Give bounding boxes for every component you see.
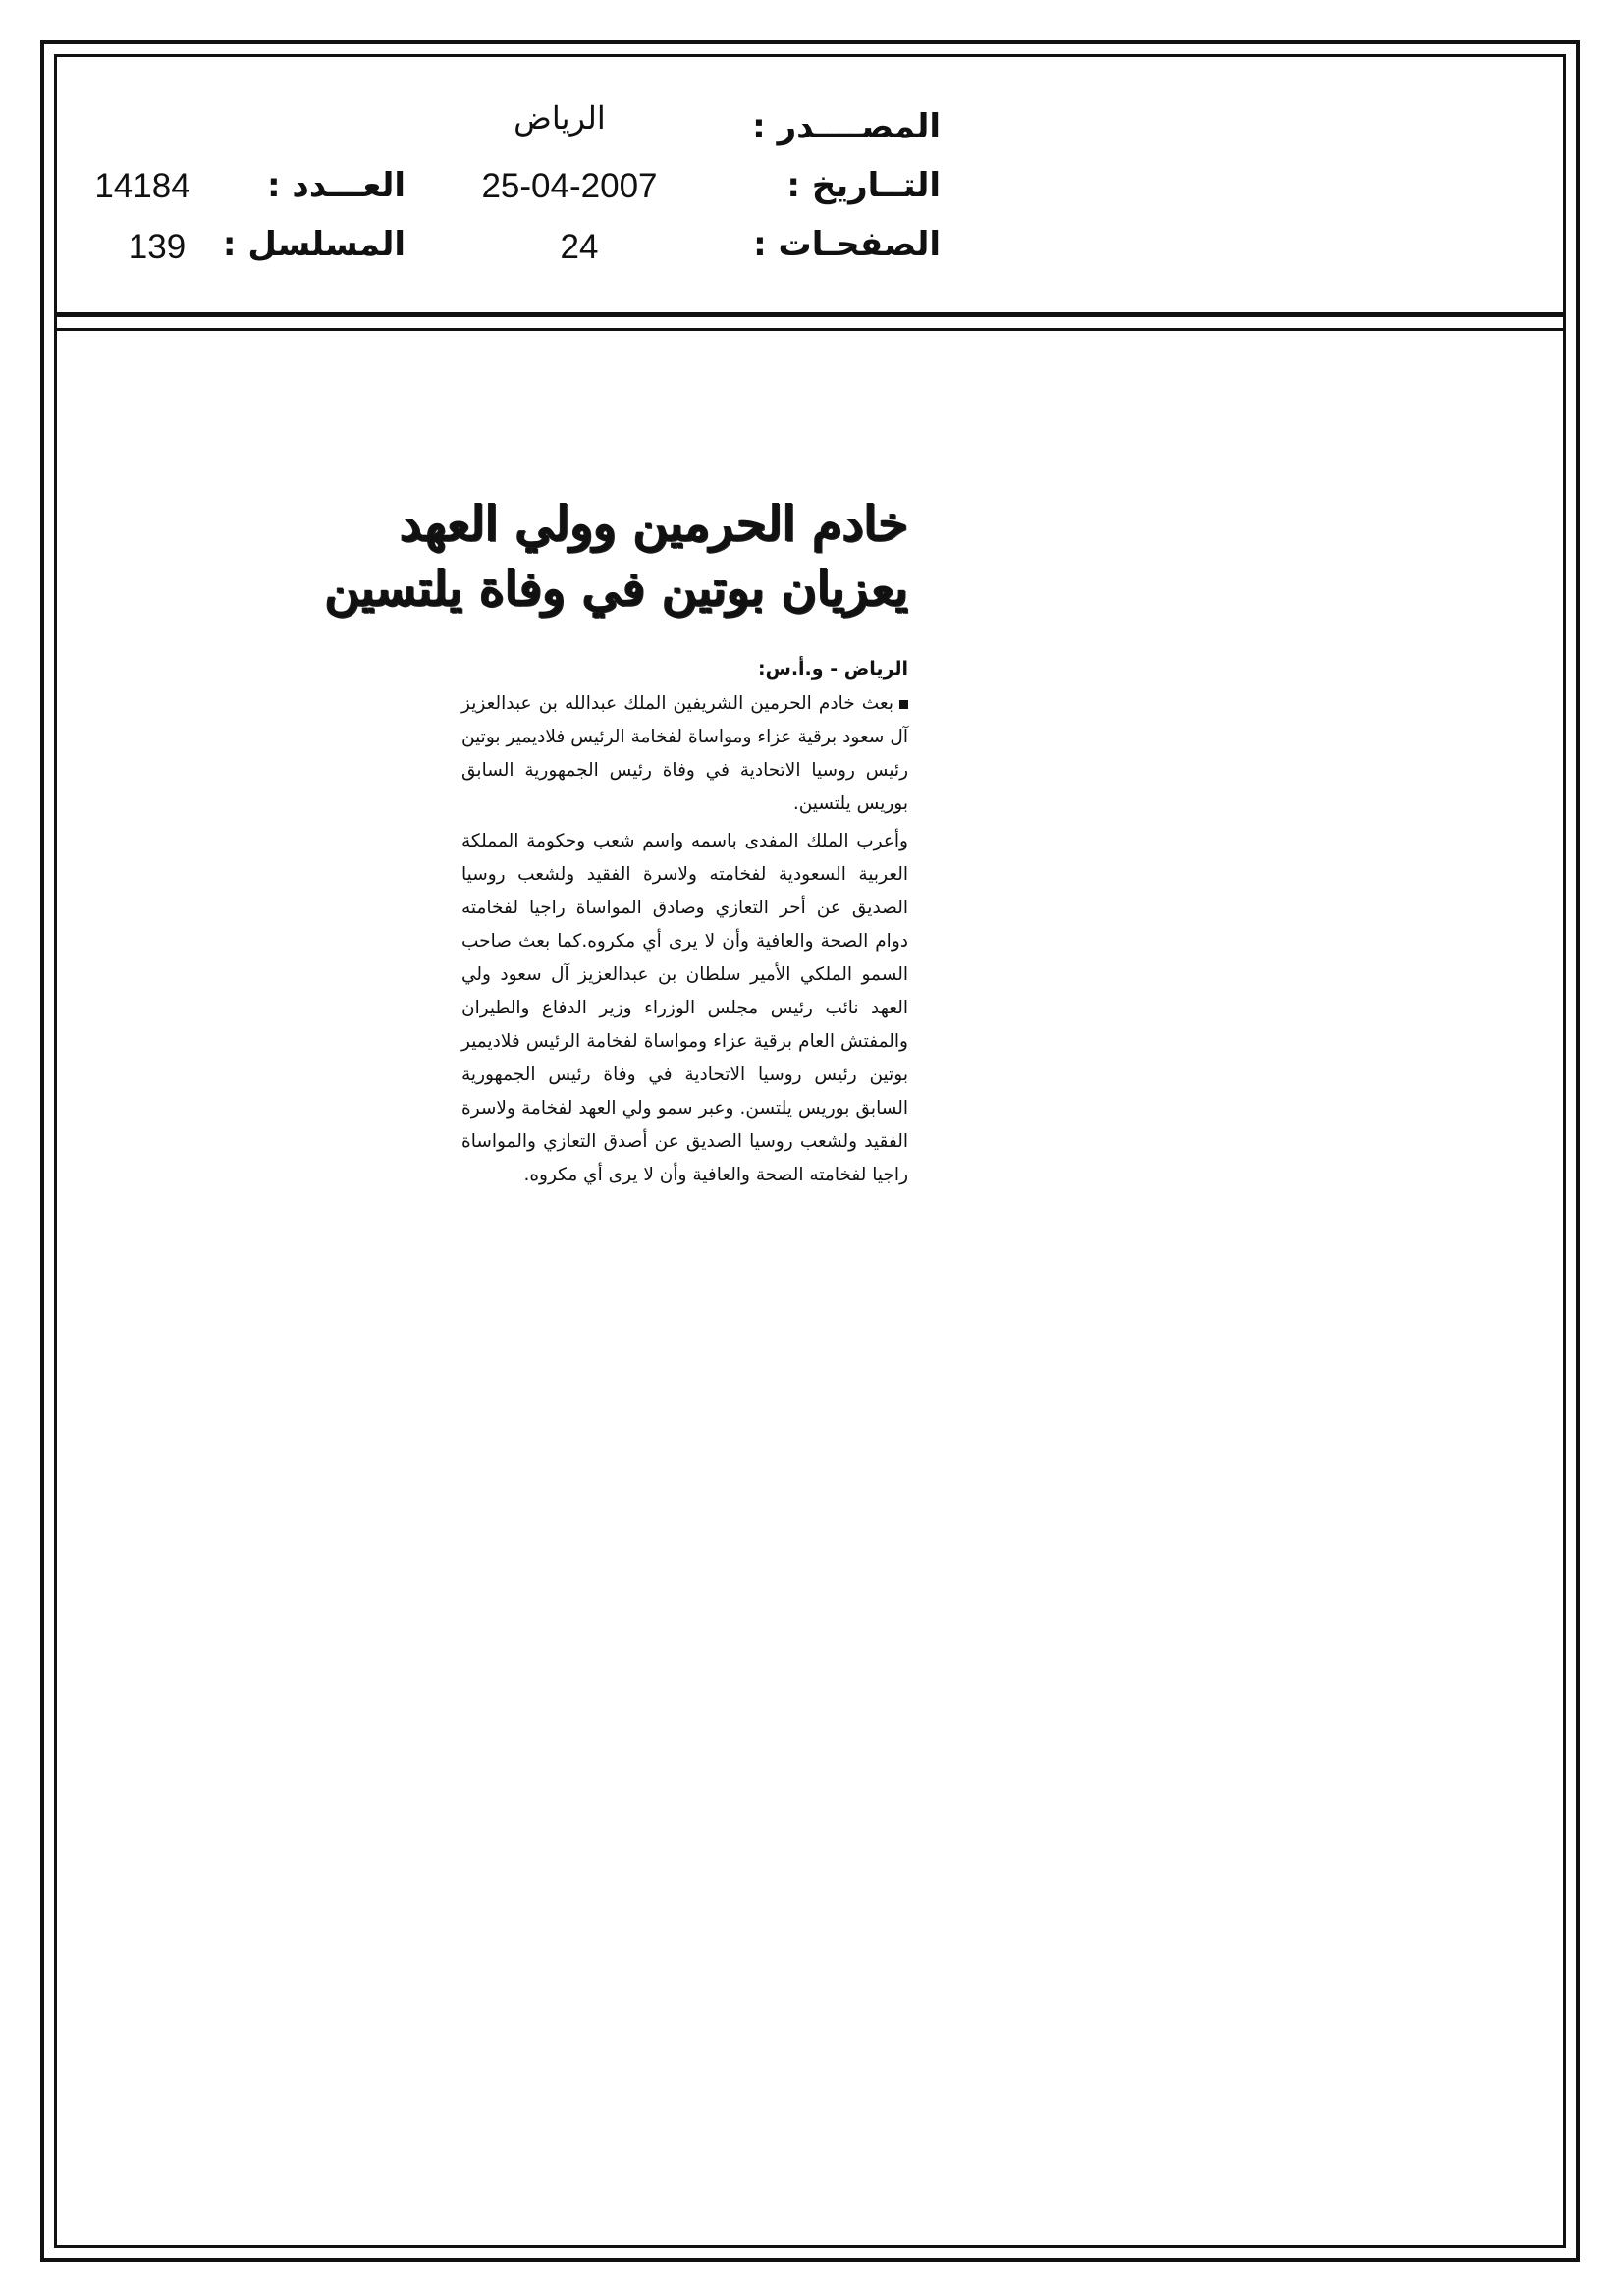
- source-value: الرياض: [514, 100, 606, 136]
- pages-value: 24: [560, 228, 599, 266]
- header-divider-thin: [54, 328, 1566, 331]
- serial-value: 139: [128, 228, 187, 266]
- headline-line-2: يعزيان بوتين في وفاة يلتسين: [324, 560, 908, 618]
- header-divider-thick: [54, 312, 1566, 317]
- bullet-square-icon: [899, 700, 908, 709]
- article-headline: [324, 491, 908, 621]
- issue-value: 14184: [94, 167, 190, 205]
- pages-label: الصفحـات :: [753, 225, 941, 264]
- headline-line-1: خادم الحرمين وولي العهد: [400, 495, 908, 552]
- article-paragraph-2: وأعرب الملك المفدى باسمه واسم شعب وحكومة المملكة العربية السعودية لفخامته ولاسرة الفقيد ولشعب روسيا الصديق عن أحر التعازي وصادق المواساة راجيا لفخامته دوام الصحة والعافية وأن لا يرى أي مكروه.كما بعث صاحب السمو الملكي الأمير سلطان بن عبدالعزيز آل سعود ولي العهد نائب رئيس مجلس الوزراء وزير الدفاع والطيران والمفتش العام برقية عزاء ومواساة لفخامة الرئيس فلاديمير بوتين رئيس روسيا الاتحادية في وفاة رئيس الجمهورية السابق بوريس يلتسن. وعبر سمو ولي العهد لفخامة ولاسرة الفقيد ولشعب روسيا الصديق عن أصدق التعازي والمواساة راجيا لفخامته الصحة والعافية وأن لا يرى أي مكروه.: [461, 831, 908, 1186]
- issue-label: العـــدد :: [267, 166, 406, 205]
- source-label: المصــــدر :: [752, 107, 941, 146]
- date-label: التــاريخ :: [786, 166, 941, 205]
- paragraph-1-text: بعث خادم الحرمين الشريفين الملك عبدالله بن عبدالعزيز آل سعود برقية عزاء ومواساة لفخامة الرئيس فلاديمير بوتين رئيس روسيا الاتحادية في وفاة رئيس الجمهورية السابق بوريس يلتسين.: [461, 693, 908, 815]
- article-paragraph-1: [461, 687, 908, 821]
- article-byline: الرياض - و.أ.س:: [758, 658, 908, 681]
- date-value: 25-04-2007: [481, 167, 658, 205]
- article-clipping: [324, 491, 908, 1192]
- serial-label: المسلسل :: [222, 225, 406, 264]
